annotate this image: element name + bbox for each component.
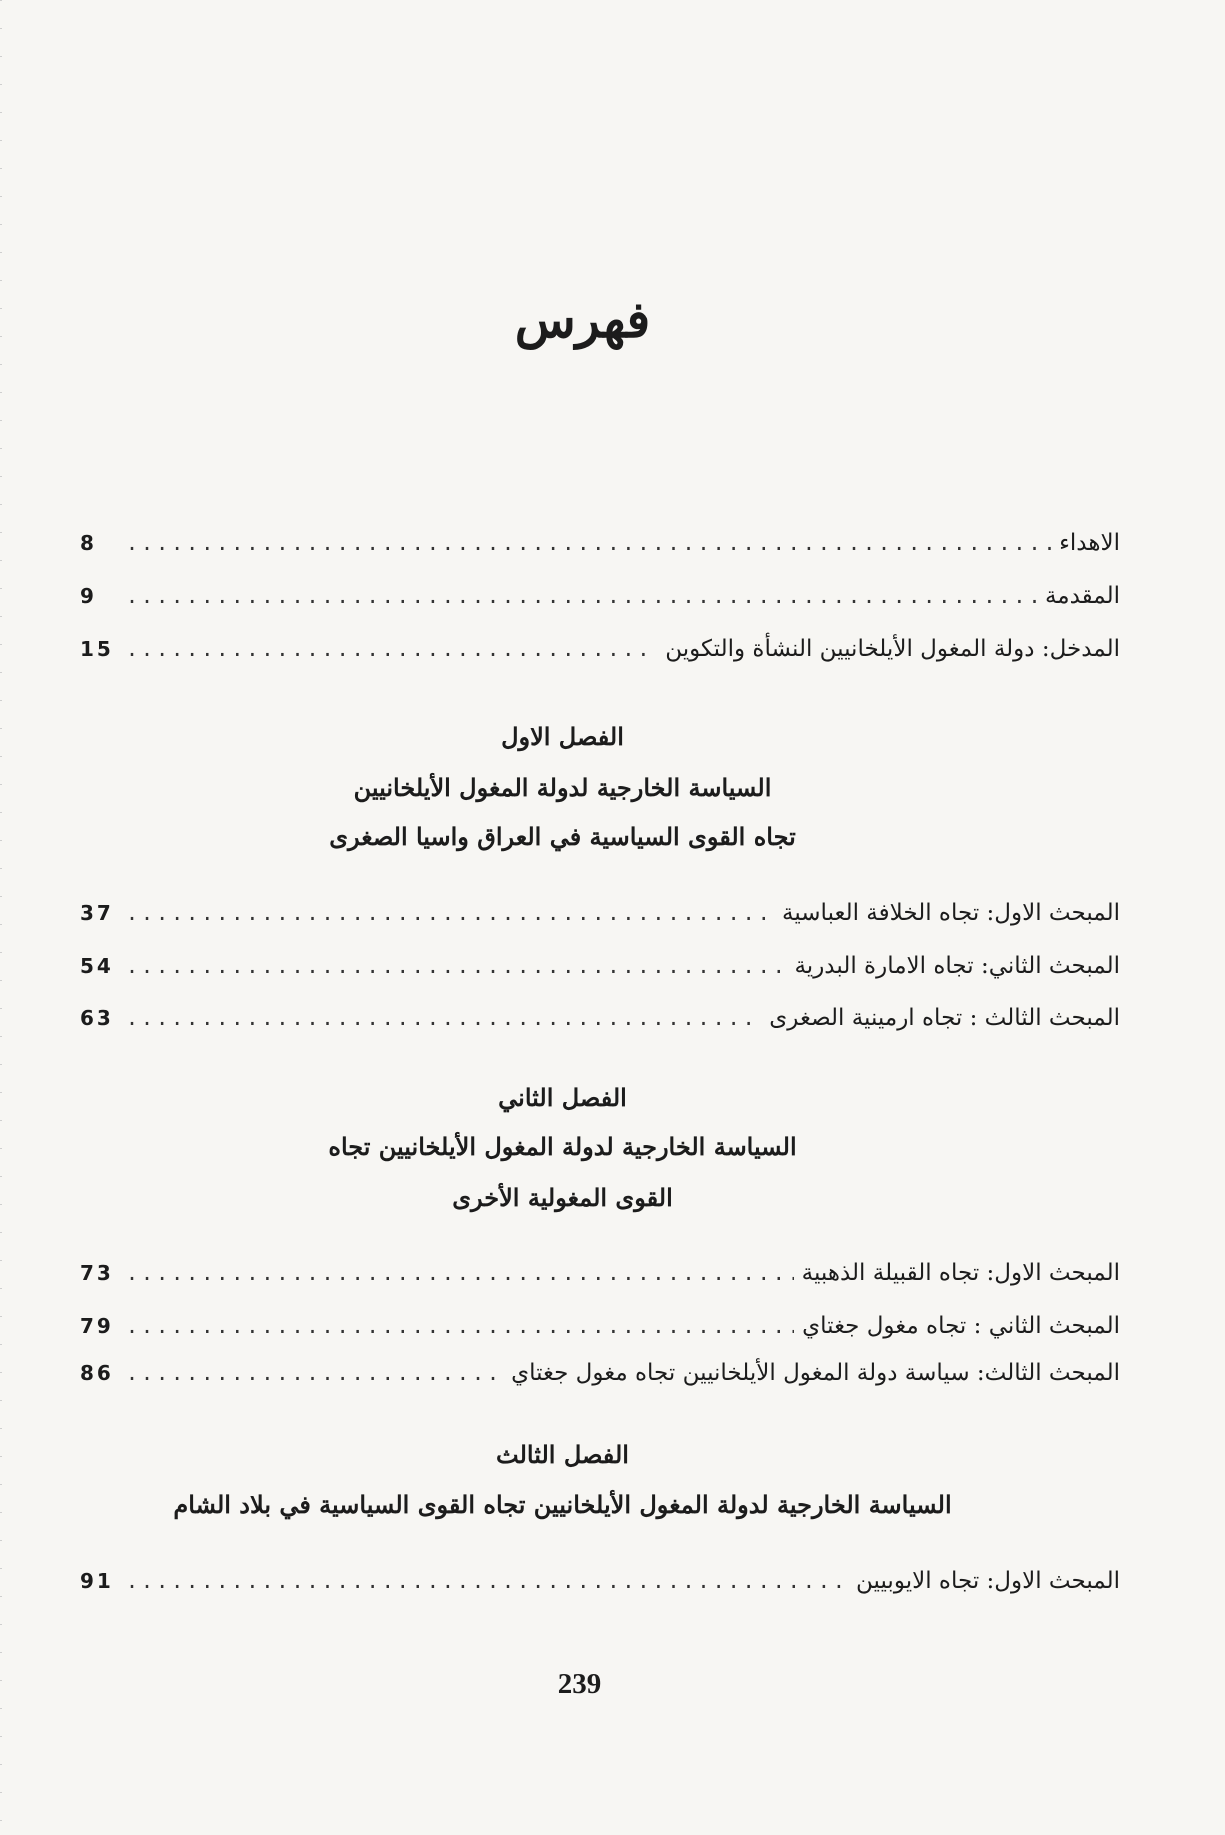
toc-entry-page: 8 — [80, 531, 97, 555]
toc-entry-introduction — [80, 583, 1120, 621]
toc-entry-ch2-s1 — [80, 1260, 1120, 1298]
toc-entry-label: المدخل: دولة المغول الأيلخانيين النشأة والتكوين — [665, 636, 1120, 662]
toc-entry-page: 79 — [80, 1314, 114, 1338]
toc-entry-ch2-s3 — [80, 1360, 1120, 1398]
chapter1-heading: الفصل الاول — [501, 722, 624, 751]
toc-leader-dots — [126, 1006, 761, 1030]
page-title: فهرس — [514, 290, 651, 349]
page-number: 239 — [557, 1668, 602, 1700]
toc-entry-page: 73 — [80, 1261, 114, 1285]
toc-leader-dots — [126, 1314, 794, 1338]
toc-entry-ch1-s2 — [80, 953, 1120, 991]
toc-leader-dots — [126, 584, 1037, 608]
toc-entry-dedication — [80, 530, 1120, 568]
toc-entry-label: المبحث الاول: تجاه القبيلة الذهبية — [801, 1260, 1120, 1286]
toc-entry-preface — [80, 636, 1120, 674]
toc-leader-dots — [126, 637, 657, 661]
toc-leader-dots — [126, 1569, 848, 1593]
toc-entry-label: المقدمة — [1044, 583, 1120, 609]
toc-leader-dots — [126, 1361, 503, 1385]
chapter3-heading: الفصل الثالث — [496, 1440, 629, 1469]
toc-entry-ch3-s1 — [80, 1568, 1120, 1606]
toc-entry-ch1-s1 — [80, 900, 1120, 938]
chapter2-subtitle-line2: القوى المغولية الأخرى — [452, 1183, 673, 1212]
toc-leader-dots — [126, 1261, 794, 1285]
toc-entry-label: الاهداء — [1059, 530, 1120, 556]
chapter3-subtitle-line1: السياسة الخارجية لدولة المغول الأيلخانيين تجاه القوى السياسية في بلاد الشام — [173, 1490, 952, 1519]
chapter2-subtitle-line1: السياسة الخارجية لدولة المغول الأيلخانيين تجاه — [328, 1132, 797, 1161]
toc-entry-ch2-s2 — [80, 1313, 1120, 1351]
toc-leader-dots — [126, 531, 1051, 555]
chapter1-subtitle-line1: السياسة الخارجية لدولة المغول الأيلخانيين — [353, 773, 772, 802]
toc-entry-label: المبحث الاول: تجاه الخلافة العباسية — [782, 900, 1120, 926]
toc-entry-page: 86 — [80, 1361, 114, 1385]
toc-entry-page: 9 — [80, 584, 97, 608]
toc-entry-page: 54 — [80, 954, 114, 978]
toc-entry-page: 63 — [80, 1006, 114, 1030]
toc-entry-page: 15 — [80, 637, 114, 661]
toc-entry-label: المبحث الثاني : تجاه مغول جغتاي — [802, 1313, 1120, 1339]
chapter2-heading: الفصل الثاني — [498, 1083, 627, 1112]
toc-entry-label: المبحث الاول: تجاه الايوبيين — [856, 1568, 1120, 1594]
toc-entry-ch1-s3 — [80, 1005, 1120, 1043]
chapter1-subtitle-line2: تجاه القوى السياسية في العراق واسيا الصغرى — [329, 822, 796, 851]
scan-edge-mark — [0, 0, 2, 1835]
toc-leader-dots — [126, 954, 786, 978]
toc-entry-label: المبحث الثالث : تجاه ارمينية الصغرى — [769, 1005, 1120, 1031]
toc-entry-label: المبحث الثالث: سياسة دولة المغول الأيلخانيين تجاه مغول جغتاي — [511, 1360, 1120, 1386]
toc-entry-page: 37 — [80, 901, 114, 925]
toc-entry-label: المبحث الثاني: تجاه الامارة البدرية — [794, 953, 1120, 979]
toc-entry-page: 91 — [80, 1569, 114, 1593]
toc-leader-dots — [126, 901, 774, 925]
